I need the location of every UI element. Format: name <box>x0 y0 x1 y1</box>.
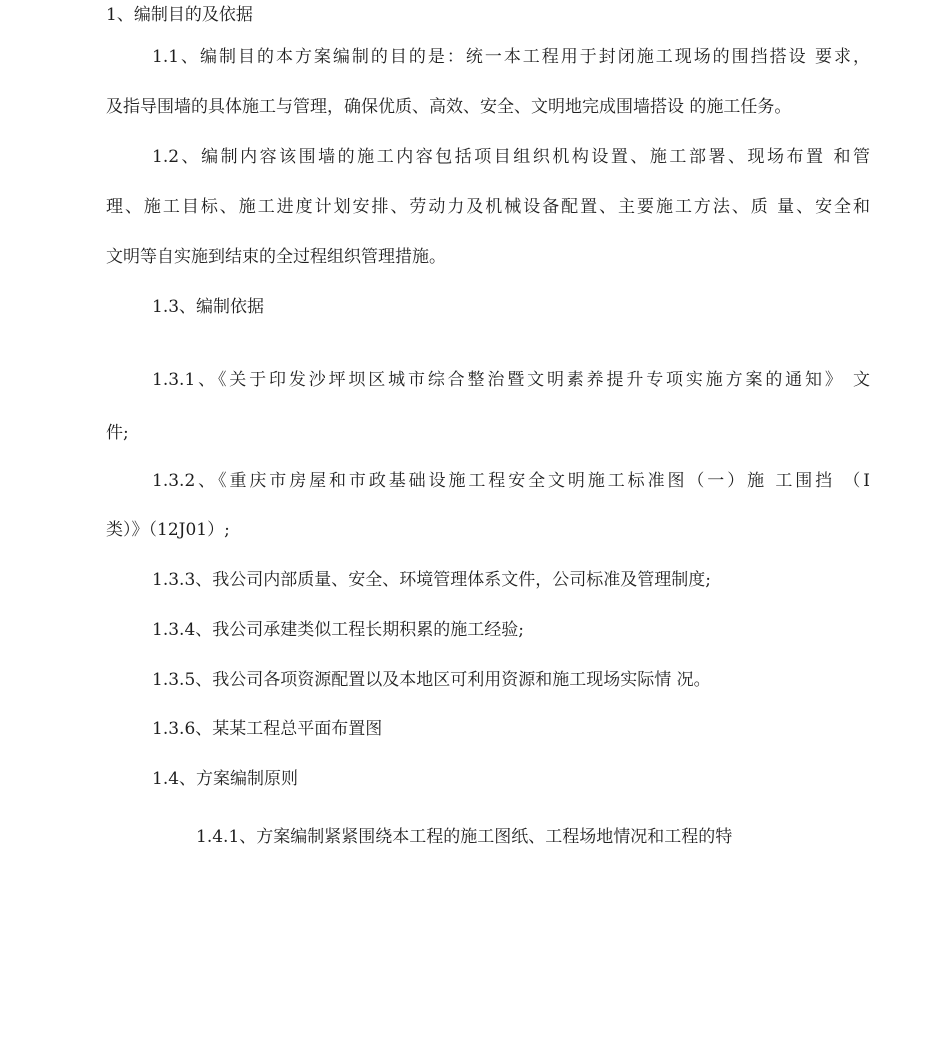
paragraph-1-2-line-3: 文明等自实施到结束的全过程组织管理措施。 <box>106 247 446 267</box>
section-heading: 1、编制目的及依据 <box>106 5 253 25</box>
item-1-3-1-line-2: 件; <box>106 423 129 443</box>
paragraph-1-2-line-2: 理、施工目标、施工进度计划安排、劳动力及机械设备配置、主要施工方法、质 量、安全和 <box>106 197 870 217</box>
item-1-3-6: 1.3.6、某某工程总平面布置图 <box>152 719 383 739</box>
subsection-heading-1-3: 1.3、编制依据 <box>152 297 265 317</box>
item-1-3-2-line-2: 类）》（12J01）; <box>106 520 230 540</box>
paragraph-1-1-line-1: 1.1、编制目的本方案编制的目的是：统一本工程用于封闭施工现场的围挡搭设 要求， <box>152 47 870 67</box>
item-1-3-5: 1.3.5、我公司各项资源配置以及本地区可利用资源和施工现场实际情 况。 <box>152 670 711 690</box>
item-1-4-1: 1.4.1、方案编制紧紧围绕本工程的施工图纸、工程场地情况和工程的特 <box>196 827 733 847</box>
subsection-heading-1-4: 1.4、方案编制原则 <box>152 769 299 789</box>
item-1-3-4: 1.3.4、我公司承建类似工程长期积累的施工经验; <box>152 620 524 640</box>
item-1-3-3: 1.3.3、我公司内部质量、安全、环境管理体系文件，公司标准及管理制度; <box>152 570 711 590</box>
paragraph-1-1-line-2: 及指导围墙的具体施工与管理，确保优质、高效、安全、文明地完成围墙搭设 的施工任务。 <box>106 97 792 117</box>
item-1-3-1-line-1: 1.3.1、《关于印发沙坪坝区城市综合整治暨文明素养提升专项实施方案的通知》 文 <box>152 370 870 390</box>
paragraph-1-2-line-1: 1.2、编制内容该围墙的施工内容包括项目组织机构设置、施工部署、现场布置 和管 <box>152 147 870 167</box>
item-1-3-2-line-1: 1.3.2、《重庆市房屋和市政基础设施工程安全文明施工标准图（一）施 工围挡 （I <box>152 471 870 491</box>
